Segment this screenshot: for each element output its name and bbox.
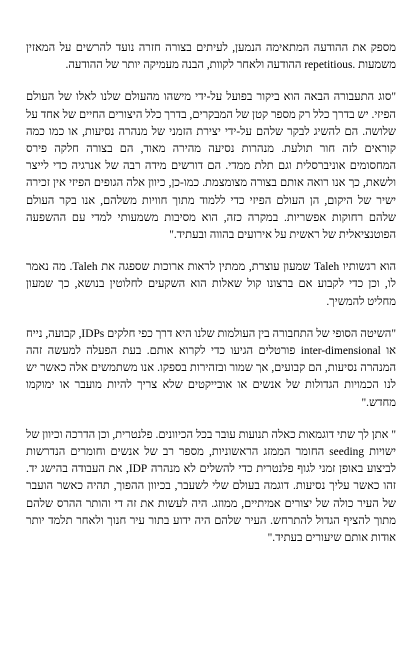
- paragraph-3: הוא רגשותיו Taleh שמעון עוצרת, ממתין לראות ארוכות שספגה את Taleh. מה נאמר לו, וכן כדי לקבוע אם ברצונו קול שאלות הוא השקעים לחלוטין בנושא, כך שמעון מחליט להמשיך.: [26, 261, 397, 308]
- document-page: [26, 40, 396, 562]
- paragraph-5: " אתן לך שתי דוגמאות כאלה תנועות עובר בכל הכיוונים. פלנטרית, וכן הדרכה וכיוון של ישויות seeding החומר הממזג הראשוניות, מספר רב של אנשים וחומרים הנדרשות לביצוע באופן זמני לגוף פלנטרית כדי להשלים לא מנהרה IDP, את העבודה בהישג יד. זהו כאשר עליך נסיעות. דוגמה בעולם שלי לשעבר, בכיוון ההפוך, תהיה כאשר הועבר של העיר כולה של יצורים אמיתיים, ממוזג. היה לעשות את זה די והותר ההרס שלהם מתוך להציף הגדול להתרחש. העיר שלהם היה ידוע בתור עיר חנוך ולאחר תלמד יותר אודות אותם שיעורים בעתיד.": [26, 428, 396, 545]
- paragraph-1: מספק את ההודעה המתאימה הנמען, לעיתים בצורה חזרה נועד להרשים על המאזין משמעות .repetitious ההודעה ולאחר לקוות, הבנה מעמיקה יותר של ההודעה.: [26, 42, 396, 72]
- paragraph-4: "השיטה הסופי של התחבורה בין העולמות שלנו היא דרך כפי חלקים IDPs, קבועה, נייח או inter-dimensional פורטלים הגיעו כדי לקרוא אותם. בעת הפעלה למעשה זהה המנהרה נסיעות, הם קבועים, אך שמור ובזהירות בספקו. אנו משתמשים אלה כאשר יש לנו הכמויות הגדולות של אנשים או אובייקטים שלא צריך להיות מועבר או ימוקמו מחדש.": [26, 327, 396, 409]
- paragraph-2: "סוג התעבורה הבאה הוא ביקור בפועל על-ידי מישהו מהעולם שלנו לאלו של העולם הפיזי. יש בדרך כלל רק מספר קטן של המבקרים, בדרך כלל היצורים החיים של אחד על שלושה. הם להשיג לבקר שלהם על-ידי יצירת הזמני של מנהרה נסיעות, או כמו כמה קוראים לזה חור תולעת. מנהרות נסיעה מהירה מאוד, הם בצורה חלקה פירס המחסומים אוניברסלית וגם תלת ממדי. הם דורשים מידה רבה של אנרגיה כדי לייצר ולשאת, כך אנו רואה אותם בצורה מצומצמת. כמו-כן, כיוון אלה הגופים הפיזי אין זכירה ישיר של היקום, הן העולם הפיזי כדי ללמוד מתוך חוויות משלהם, אנו בקר העולם שלהם רחוקות אפשריות. במקרה כזה, הוא מסיבות משמעותי למדי עם ההשפעה הפוטנציאלית של ראשית על אירועים בהווה ובעתיד.": [26, 91, 396, 242]
